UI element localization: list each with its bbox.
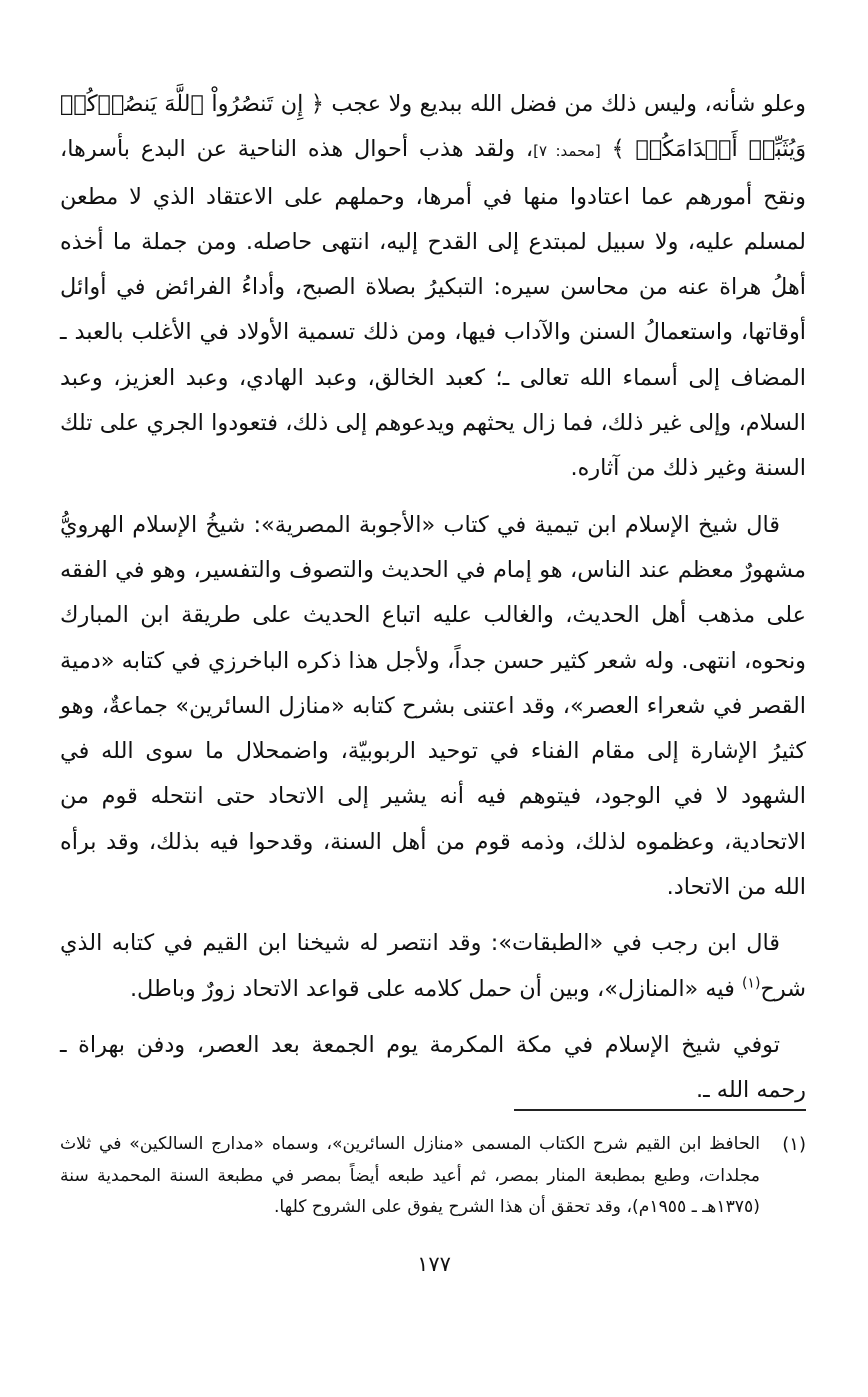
quran-close-bracket: ﴾ — [611, 136, 625, 163]
verse-citation: [محمد: ٧] — [533, 142, 601, 161]
main-text — [60, 82, 806, 1114]
page-number: ١٧٧ — [417, 1252, 451, 1276]
paragraph-3 — [60, 921, 806, 1012]
quran-open-bracket: ﴿ — [310, 91, 324, 117]
footnote-separator — [514, 1109, 806, 1111]
paragraph-1-part-1: وعلو شأنه، وليس ذلك من فضل الله ببديع ولا عجب — [323, 91, 806, 117]
footnote-text: الحافظ ابن القيم شرح الكتاب المسمى «منازل السائرين»، وسماه «مدارج السالكين» في ثلاث مجلدات، وطبع بمطبعة المنار بمصر، ثم أعيد طبعه أيضاً بمصر في مطبعة السنة المحمدية سنة (١٣٧٥هـ ـ ١٩٥٥م)، وقد تحقق أن هذا الشرح يفوق على الشروح كلها. — [60, 1134, 760, 1217]
paragraph-4: توفي شيخ الإسلام في مكة المكرمة يوم الجمعة بعد العصر، ودفن بهراة ـ رحمه الله ـ. — [60, 1031, 806, 1104]
paragraph-3-part-2: فيه «المنازل»، وبين أن حمل كلامه على قواعد الاتحاد زورٌ وباطل. — [129, 975, 742, 1002]
footnote-reference[interactable]: (١) — [741, 975, 761, 992]
paragraph-3-part-1: قال ابن رجب في «الطبقات»: وقد انتصر له شيخنا ابن القيم في كتابه الذي شرح — [60, 930, 806, 1002]
footnote-number: (١) — [782, 1134, 806, 1155]
paragraph-1-part-2: ، ولقد هذب أحوال هذه الناحية عن البدع بأسرها، ونقح أمورهم عما اعتادوا منها في أمرها، وحملهم على الاعتقاد الذي لا مطعن لمسلم عليه، ولا سبيل لمبتدع إلى القدح إليه، انتهى حاصله. ومن جملة ما أخذه أهلُ هراة عنه من محاسن سيره: التبكيرُ بصلاة الصبح، وأداءُ الفرائض في أوائل أوقاتها، واستعمالُ السنن والآداب فيها، ومن ذلك تسمية الأولاد في الأغلب بالعبد ـ المضاف إلى أسماء الله تعالى ـ؛ كعبد الخالق، وعبد الهادي، وعبد العزيز، وعبد السلام، وإلى غير ذلك، فما زال يحثهم ويدعوهم إلى ذلك، فتعودوا الجري على تلك السنة وغير ذلك من آثاره. — [60, 136, 806, 482]
footnote — [60, 1129, 806, 1224]
paragraph-2: قال شيخ الإسلام ابن تيمية في كتاب «الأجوبة المصرية»: شيخُ الإسلام الهرويُّ مشهورٌ معظم عند الناس، هو إمام في الحديث والتصوف والتفسير، وهو في الفقه على مذهب أهل الحديث، والغالب عليه اتباع الحديث على طريقة ابن المبارك ونحوه، انتهى. وله شعر كثير حسن جداً، ولأجل هذا ذكره الباخرزي في كتابه «دمية القصر في شعراء العصر»، وقد اعتنى بشرح كتابه «منازل السائرين» جماعةٌ، وهو كثيرُ الإشارة إلى مقام الفناء في توحيد الربوبيّة، واضمحلال ما سوى الله في الشهود لا في الوجود، فيتوهم فيه أنه يشير إلى الاتحاد حتى انتحله قوم من الاتحادية، وعظموه لذلك، وذمه قوم من أهل السنة، وقدحوا فيه بذلك، وقد برأه الله من الاتحاد. — [60, 511, 806, 901]
quran-verse: إِن تَنصُرُواْ ٱللَّهَ يَنصُرۡكُمۡ وَيُثَبِّتۡ أَقۡدَامَكُمۡ — [60, 91, 807, 163]
paragraph-1 — [60, 82, 806, 492]
